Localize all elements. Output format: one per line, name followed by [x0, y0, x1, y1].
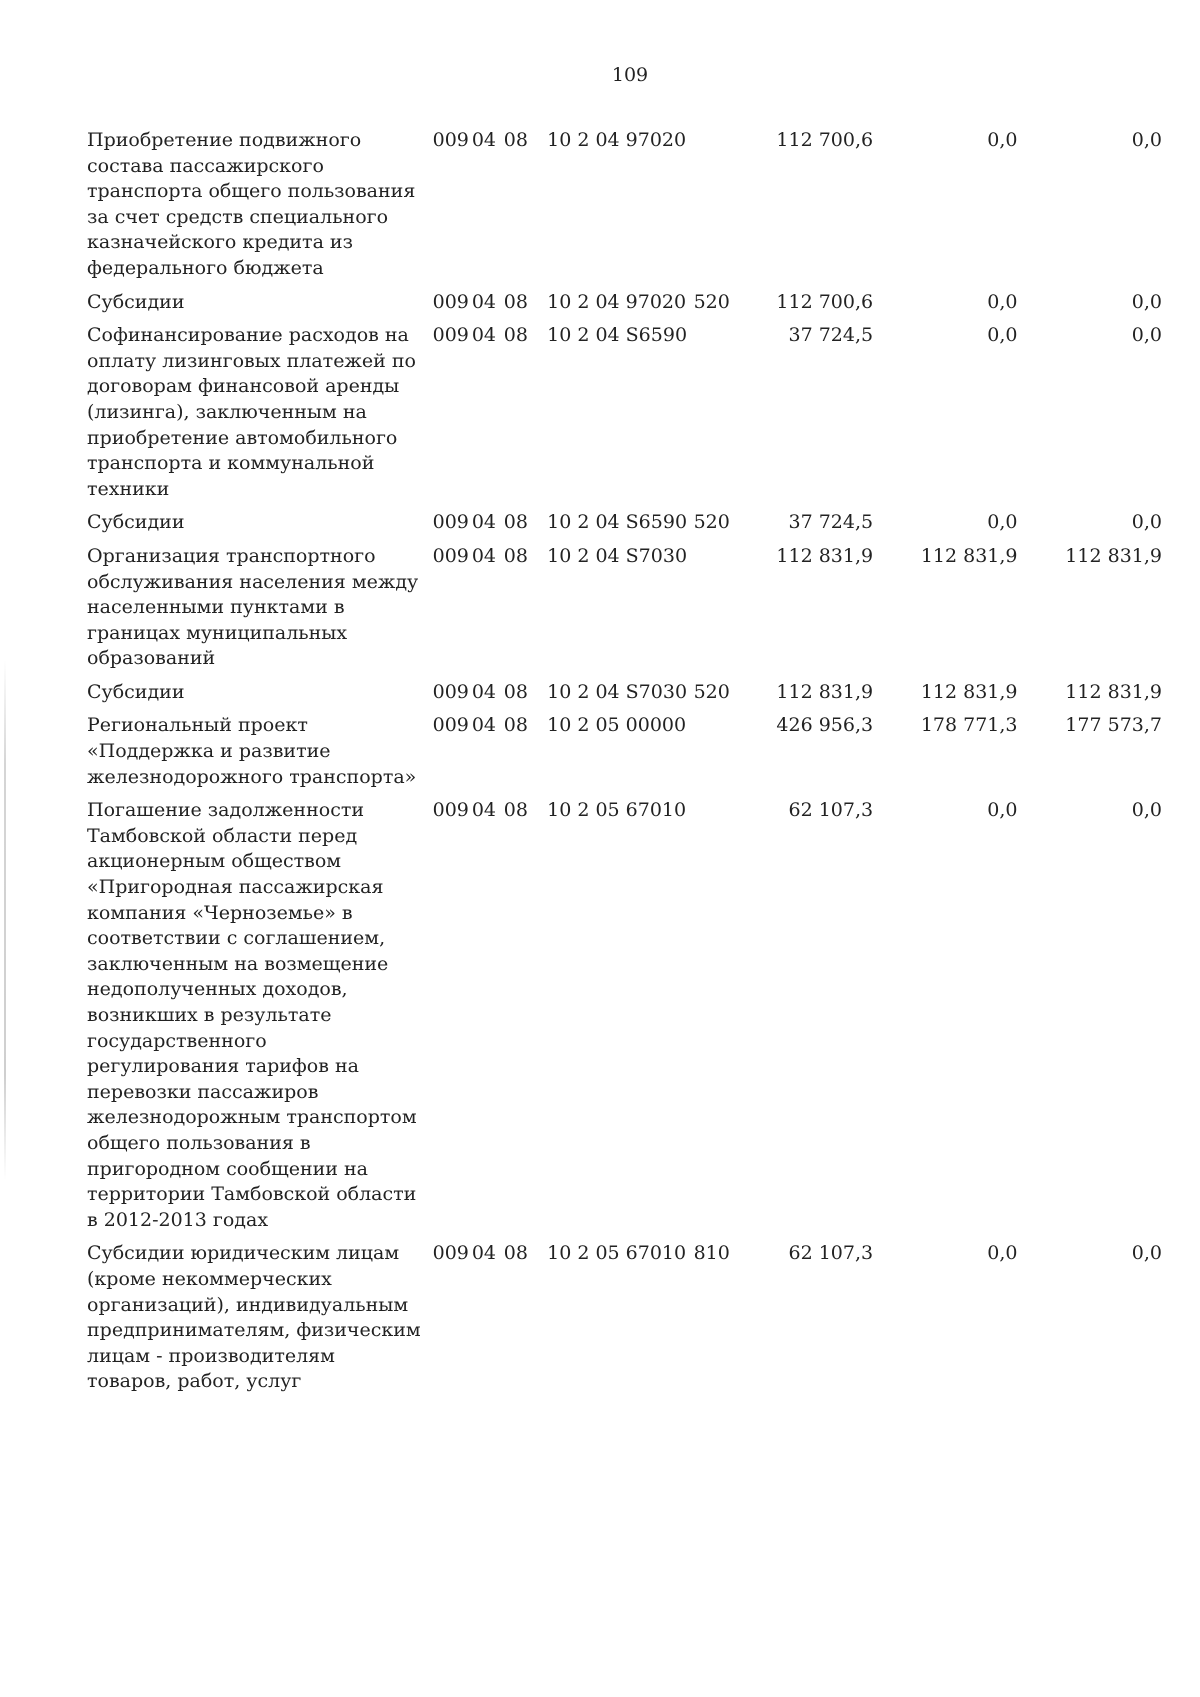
- amount-year-1: 112 700,6: [776, 290, 874, 313]
- table-row: [87, 323, 1162, 510]
- amount-year-3: 0,0: [1131, 1242, 1162, 1265]
- table-row: [87, 510, 1162, 544]
- target-item-code: 10 2 04 97020: [547, 290, 687, 313]
- expense-type-code: [694, 798, 746, 1241]
- amount-year-1: 62 107,3: [788, 1242, 874, 1265]
- section-code: 04: [471, 680, 496, 703]
- expense-type-code: 520: [693, 680, 730, 703]
- department-code: 009: [432, 129, 469, 151]
- subsection-code: 08: [503, 799, 528, 822]
- amount-year-1: 112 700,6: [776, 129, 874, 151]
- department-code: 009: [432, 714, 469, 737]
- department-code: 009: [432, 799, 469, 822]
- department-code: 009: [432, 511, 469, 534]
- expense-name: Организация транспортного обслуживания населения между населенными пунктами в границах муниципальных образований: [87, 544, 419, 670]
- target-item-code: 10 2 05 67010: [547, 799, 687, 822]
- table-row: [87, 1241, 1162, 1403]
- amount-year-1: 426 956,3: [776, 714, 874, 737]
- amount-year-1: 112 831,9: [776, 680, 874, 703]
- section-code: 04: [471, 1242, 496, 1265]
- expense-name: Софинансирование расходов на оплату лизинговых платежей по договорам финансовой аренды (лизинга), заключенным на приобретение автомобильного транспорта и коммунальной техники: [87, 324, 416, 500]
- expense-name: Субсидии: [87, 680, 185, 703]
- department-code: 009: [432, 290, 469, 313]
- amount-year-2: 0,0: [987, 290, 1018, 313]
- amount-year-2: 0,0: [987, 129, 1018, 151]
- subsection-code: 08: [503, 129, 528, 151]
- amount-year-3: 0,0: [1131, 799, 1162, 822]
- amount-year-2: 112 831,9: [920, 680, 1018, 703]
- expense-name: Субсидии юридическим лицам (кроме некоммерческих организаций), индивидуальным предпринимателям, физическим лицам - производителям товаров, работ, услуг: [87, 1242, 421, 1393]
- amount-year-2: 112 831,9: [920, 544, 1018, 567]
- amount-year-3: 177 573,7: [1065, 714, 1162, 737]
- amount-year-1: 37 724,5: [788, 511, 874, 534]
- subsection-code: 08: [503, 511, 528, 534]
- page-number: 109: [611, 64, 649, 86]
- amount-year-3: 112 831,9: [1065, 680, 1162, 703]
- department-code: 009: [432, 1242, 469, 1265]
- amount-year-3: 0,0: [1131, 129, 1162, 151]
- target-item-code: 10 2 04 97020: [547, 129, 687, 151]
- amount-year-2: 0,0: [987, 799, 1018, 822]
- expense-type-code: [694, 323, 746, 510]
- section-code: 04: [471, 799, 496, 822]
- expense-type-code: 810: [693, 1242, 730, 1265]
- target-item-code: 10 2 05 00000: [547, 714, 687, 737]
- expense-name: Субсидии: [87, 290, 185, 313]
- section-code: 04: [471, 714, 496, 737]
- subsection-code: 08: [503, 544, 528, 567]
- expense-type-code: [694, 713, 746, 798]
- expense-name: Погашение задолженности Тамбовской области перед акционерным обществом «Пригородная пассажирская компания «Черноземье» в соответствии с соглашением, заключенным на возмещение недополученных доходов, возникших в результате государственного регулирования тарифов на перевозки пассажиров железнодорожным транспортом общего пользования в пригородном сообщении на территории Тамбовской области в 2012-2013 годах: [87, 799, 417, 1231]
- department-code: 009: [432, 680, 469, 703]
- amount-year-3: 0,0: [1131, 324, 1162, 347]
- subsection-code: 08: [503, 714, 528, 737]
- target-item-code: 10 2 05 67010: [547, 1242, 687, 1265]
- target-item-code: 10 2 04 S6590: [547, 324, 688, 347]
- table-body: [87, 128, 1162, 1403]
- section-code: 04: [471, 544, 496, 567]
- table-row: [87, 713, 1162, 798]
- expense-name: Региональный проект «Поддержка и развитие железнодорожного транспорта»: [87, 714, 417, 788]
- section-code: 04: [471, 511, 496, 534]
- subsection-code: 08: [503, 290, 528, 313]
- table-row: [87, 290, 1162, 324]
- amount-year-1: 37 724,5: [788, 324, 874, 347]
- table-row: [87, 128, 1162, 290]
- table-row: [87, 544, 1162, 680]
- expense-type-code: [694, 128, 746, 290]
- amount-year-3: 0,0: [1131, 511, 1162, 534]
- expense-type-code: 520: [693, 511, 730, 534]
- department-code: 009: [432, 544, 469, 567]
- amount-year-3: 0,0: [1131, 290, 1162, 313]
- subsection-code: 08: [503, 680, 528, 703]
- amount-year-1: 112 831,9: [776, 544, 874, 567]
- target-item-code: 10 2 04 S7030: [547, 680, 688, 703]
- amount-year-2: 178 771,3: [920, 714, 1018, 737]
- table-row: [87, 680, 1162, 714]
- subsection-code: 08: [503, 324, 528, 347]
- amount-year-2: 0,0: [987, 1242, 1018, 1265]
- scan-edge-shadow: [4, 660, 6, 1180]
- department-code: 009: [432, 324, 469, 347]
- table-row: [87, 798, 1162, 1241]
- amount-year-2: 0,0: [987, 324, 1018, 347]
- budget-table: [87, 128, 1162, 1403]
- amount-year-1: 62 107,3: [788, 799, 874, 822]
- amount-year-2: 0,0: [987, 511, 1018, 534]
- expense-type-code: [694, 544, 746, 680]
- target-item-code: 10 2 04 S6590: [547, 511, 688, 534]
- subsection-code: 08: [503, 1242, 528, 1265]
- section-code: 04: [471, 324, 496, 347]
- expense-name: Субсидии: [87, 511, 185, 534]
- section-code: 04: [471, 290, 496, 313]
- target-item-code: 10 2 04 S7030: [547, 544, 688, 567]
- amount-year-3: 112 831,9: [1065, 544, 1162, 567]
- expense-name: Приобретение подвижного состава пассажирского транспорта общего пользования за счет средств специального казначейского кредита из федерального бюджета: [87, 129, 416, 279]
- expense-type-code: 520: [693, 290, 730, 313]
- section-code: 04: [471, 129, 496, 151]
